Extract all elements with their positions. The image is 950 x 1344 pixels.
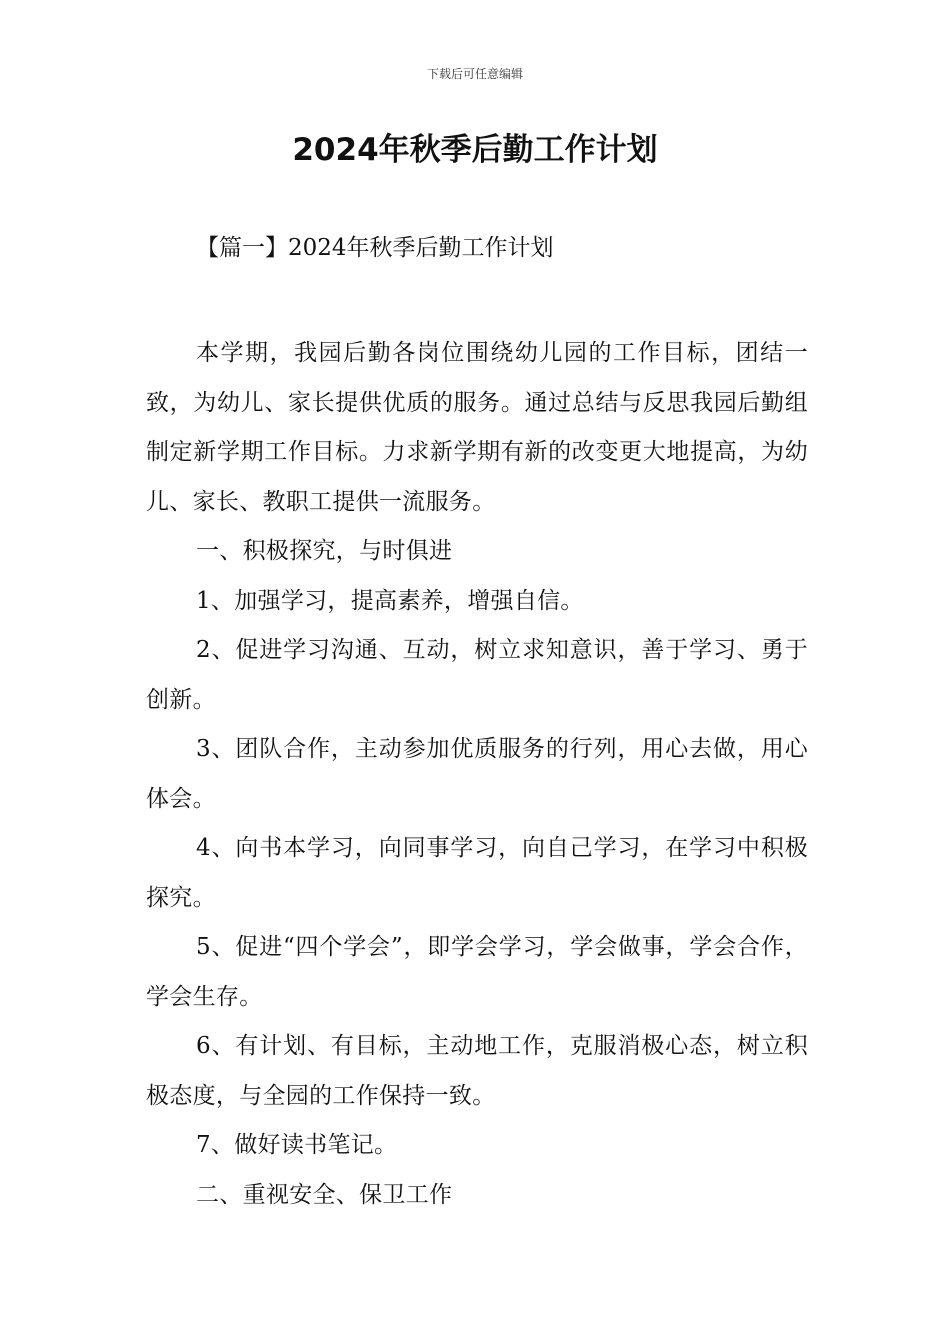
heading-section-1: 一、积极探究，与时俱进: [196, 538, 453, 564]
list-item-6: 6、有计划、有目标，主动地工作，克服消极心态，树立积极态度，与全园的工作保持一致。: [146, 1033, 808, 1109]
document-title: 2024年秋季后勤工作计划: [292, 132, 658, 168]
watermark-text: 下载后可任意编辑: [426, 67, 523, 81]
list-item-2: 2、促进学习沟通、互动，树立求知意识，善于学习、勇于创新。: [146, 637, 808, 713]
list-item-5: 5、促进“四个学会”，即学会学习，学会做事，学会合作，学会生存。: [146, 934, 808, 1010]
list-item-4: 4、向书本学习，向同事学习，向自己学习，在学习中积极探究。: [146, 835, 808, 911]
heading-section-2: 二、重视安全、保卫工作: [196, 1181, 453, 1208]
list-item-7: 7、做好读书笔记。: [196, 1132, 398, 1158]
section-subtitle: 【篇一】2024年秋季后勤工作计划: [196, 235, 554, 261]
list-item-1: 1、加强学习，提高素养，增强自信。: [196, 587, 584, 614]
paragraph-intro: 本学期，我园后勤各岗位围绕幼儿园的工作目标，团结一致，为幼儿、家长提供优质的服务。通过总结与反思我园后勤组制定新学期工作目标。力求新学期有新的改变更大地提高，为幼儿、家长、教职工提供一流服务。: [146, 340, 808, 515]
list-item-3: 3、团队合作，主动参加优质服务的行列，用心去做，用心体会。: [146, 736, 808, 812]
document-body: [146, 329, 808, 1220]
